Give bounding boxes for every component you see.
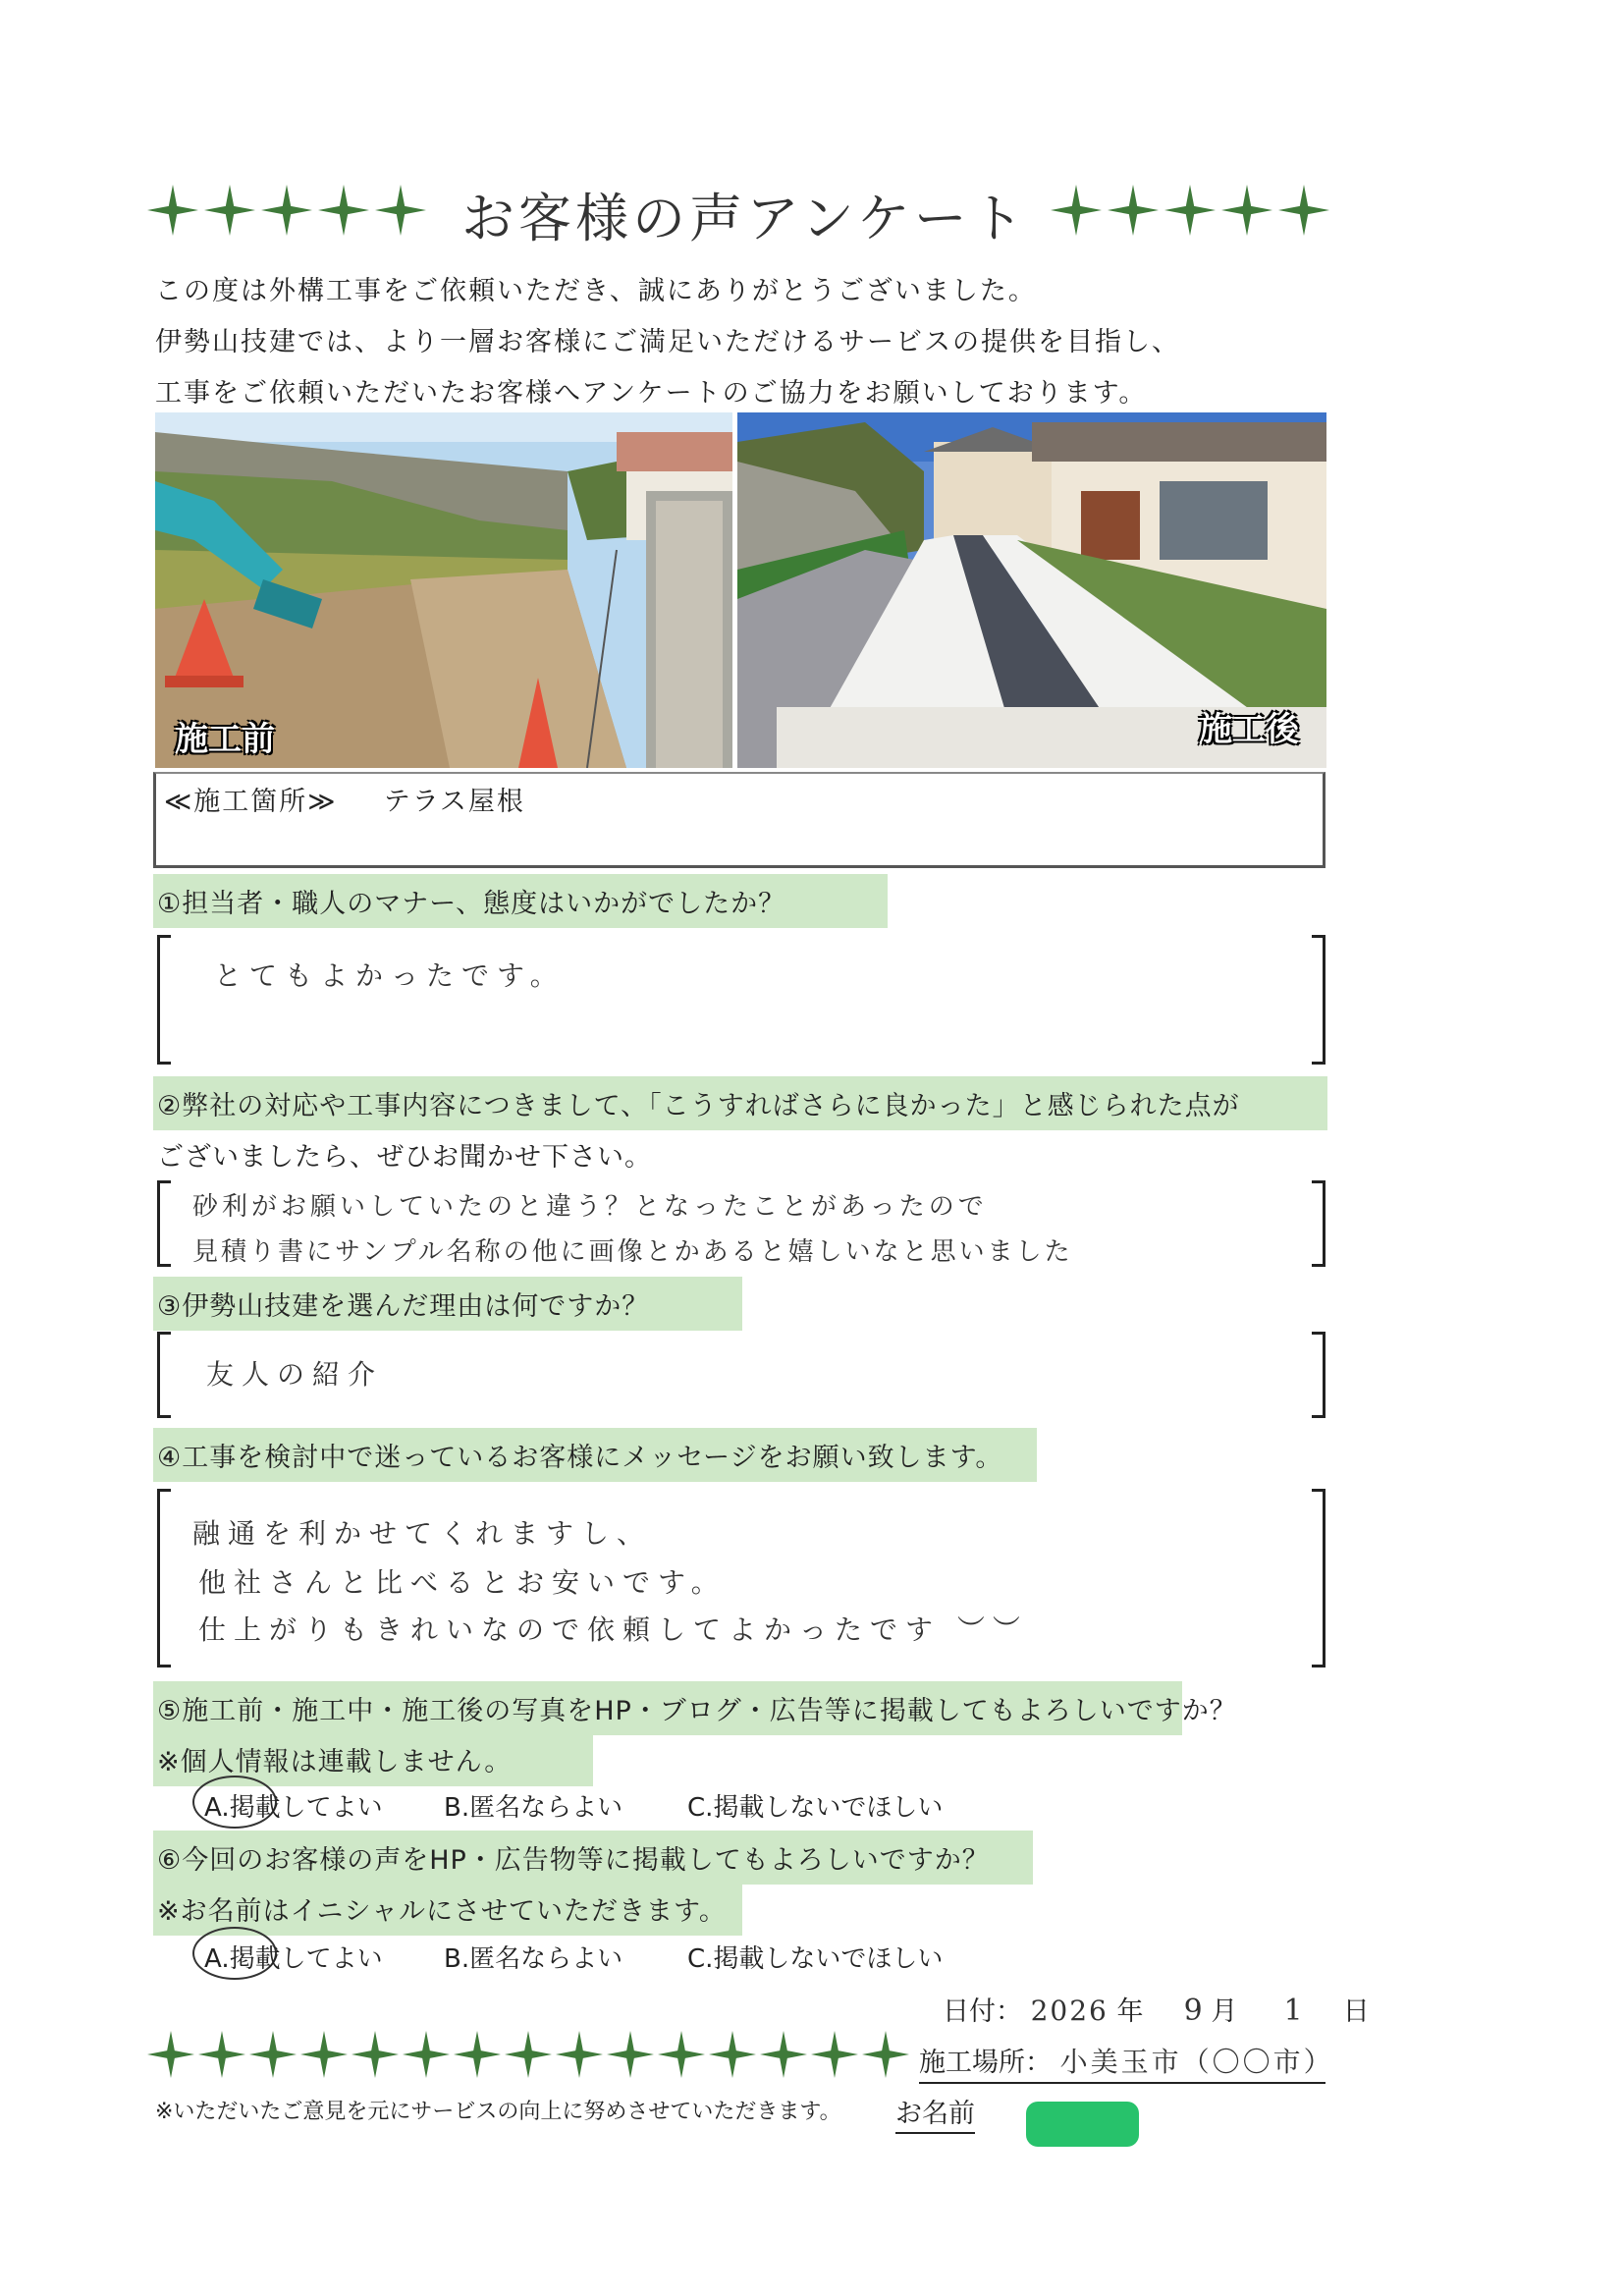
bracket-left bbox=[157, 1489, 171, 1667]
title-stars-right bbox=[1051, 185, 1329, 236]
four-point-star-icon bbox=[403, 2031, 450, 2078]
title-row bbox=[147, 177, 1325, 249]
before-photo bbox=[155, 412, 732, 768]
four-point-star-icon bbox=[1221, 185, 1272, 236]
answer-3: 友人の紹介 bbox=[206, 1358, 384, 1391]
four-point-star-icon bbox=[1164, 185, 1216, 236]
four-point-star-icon bbox=[709, 2031, 756, 2078]
four-point-star-icon bbox=[261, 185, 312, 236]
footer-note: ※いただいたご意見を元にサービスの向上に努めさせていただきます。 bbox=[155, 2100, 841, 2124]
question-5: ⑤施工前・施工中・施工後の写真をHP・ブログ・広告等に掲載してもよろしいですか？ bbox=[153, 1681, 1182, 1735]
before-label: 施工前 bbox=[175, 720, 275, 759]
date-month-unit: 月 bbox=[1211, 1996, 1238, 2027]
four-point-star-icon bbox=[147, 185, 198, 236]
four-point-star-icon bbox=[204, 185, 255, 236]
after-photo bbox=[737, 412, 1326, 768]
page-title: お客様の声アンケート bbox=[461, 188, 1028, 249]
location-row bbox=[164, 780, 525, 818]
intro-line-3: 工事をご依頼いただいたお客様へアンケートのご協力をお願いしております。 bbox=[155, 378, 1148, 409]
bracket-left bbox=[157, 1180, 171, 1267]
question-6: ⑥今回のお客様の声をHP・広告物等に掲載してもよろしいですか？ bbox=[153, 1831, 1033, 1885]
question-5-note: ※個人情報は連載しません。 bbox=[153, 1732, 593, 1786]
date-day: 1 bbox=[1283, 1994, 1303, 2028]
bracket-left bbox=[157, 935, 171, 1065]
four-point-star-icon bbox=[811, 2031, 858, 2078]
answer-2-line-1: 砂利がお願いしていたのと違う？となったことがあったので bbox=[192, 1192, 988, 1222]
question-3: ③伊勢山技建を選んだ理由は何ですか？ bbox=[153, 1277, 742, 1331]
q5-option-a[interactable]: A.掲載してよい bbox=[204, 1793, 383, 1823]
four-point-star-icon bbox=[658, 2031, 705, 2078]
redaction-mark bbox=[1026, 2102, 1139, 2147]
question-1: ①担当者・職人のマナー、態度はいかがでしたか？ bbox=[153, 874, 888, 928]
bracket-left bbox=[157, 1332, 171, 1418]
footer-stars bbox=[147, 2031, 909, 2078]
four-point-star-icon bbox=[607, 2031, 654, 2078]
answer-4-line-3: 仕上がりもきれいなので依頼してよかったです ︶︶ bbox=[198, 1613, 1028, 1646]
answer-1: とてもよかったです。 bbox=[214, 959, 566, 992]
four-point-star-icon bbox=[147, 2031, 194, 2078]
name-label: お名前 bbox=[895, 2092, 975, 2134]
site-value: 小美玉市（〇〇市） bbox=[1059, 2046, 1334, 2078]
answer-4-line-2: 他社さんと比べるとお安いです。 bbox=[198, 1566, 727, 1599]
date-month: 9 bbox=[1183, 1994, 1203, 2028]
four-point-star-icon bbox=[862, 2031, 909, 2078]
site-field bbox=[919, 2041, 1334, 2084]
date-day-unit: 日 bbox=[1342, 1996, 1370, 2027]
location-label: ≪施工箇所≫ bbox=[164, 787, 338, 817]
date-year: 2026 bbox=[1030, 1995, 1109, 2027]
q5-option-c[interactable]: C.掲載しないでほしい bbox=[687, 1793, 944, 1823]
question-2-line-2: ございましたら、ぜひお聞かせ下さい。 bbox=[157, 1142, 652, 1173]
four-point-star-icon bbox=[249, 2031, 297, 2078]
four-point-star-icon bbox=[198, 2031, 245, 2078]
bracket-right bbox=[1312, 935, 1325, 1065]
title-stars-left bbox=[147, 185, 426, 236]
q6-option-a[interactable]: A.掲載してよい bbox=[204, 1944, 383, 1974]
question-2-line-1: ②弊社の対応や工事内容につきまして、「こうすればさらに良かった」と感じられた点が bbox=[153, 1076, 1327, 1130]
four-point-star-icon bbox=[505, 2031, 552, 2078]
question-4: ④工事を検討中で迷っているお客様にメッセージをお願い致します。 bbox=[153, 1428, 1037, 1482]
four-point-star-icon bbox=[352, 2031, 399, 2078]
four-point-star-icon bbox=[300, 2031, 348, 2078]
site-label: 施工場所： bbox=[919, 2048, 1052, 2078]
intro-line-2: 伊勢山技建では、より一層お客様にご満足いただけるサービスの提供を目指し、 bbox=[155, 327, 1180, 357]
date-field bbox=[943, 1990, 1370, 2028]
bracket-right bbox=[1312, 1489, 1325, 1667]
answer-2-line-2: 見積り書にサンプル名称の他に画像とかあると嬉しいなと思いました bbox=[192, 1237, 1073, 1267]
after-label: 施工後 bbox=[1199, 710, 1299, 749]
question-6-note: ※お名前はイニシャルにさせていただきます。 bbox=[153, 1882, 742, 1936]
location-box bbox=[153, 772, 1325, 868]
four-point-star-icon bbox=[1051, 185, 1102, 236]
four-point-star-icon bbox=[760, 2031, 807, 2078]
four-point-star-icon bbox=[318, 185, 369, 236]
four-point-star-icon bbox=[1278, 185, 1329, 236]
four-point-star-icon bbox=[454, 2031, 501, 2078]
four-point-star-icon bbox=[1108, 185, 1159, 236]
four-point-star-icon bbox=[375, 185, 426, 236]
intro-line-1: この度は外構工事をご依頼いただき、誠にありがとうございました。 bbox=[155, 276, 1037, 306]
date-year-unit: 年 bbox=[1116, 1996, 1144, 2027]
q6-option-b[interactable]: B.匿名ならよい bbox=[444, 1944, 623, 1974]
four-point-star-icon bbox=[556, 2031, 603, 2078]
bracket-right bbox=[1312, 1332, 1325, 1418]
location-value: テラス屋根 bbox=[383, 787, 525, 817]
date-label: 日付： bbox=[943, 1996, 1022, 2027]
bracket-right bbox=[1312, 1180, 1325, 1267]
answer-4-line-1: 融通を利かせてくれますし、 bbox=[192, 1517, 653, 1550]
q5-option-b[interactable]: B.匿名ならよい bbox=[444, 1793, 623, 1823]
q6-option-c[interactable]: C.掲載しないでほしい bbox=[687, 1944, 944, 1974]
